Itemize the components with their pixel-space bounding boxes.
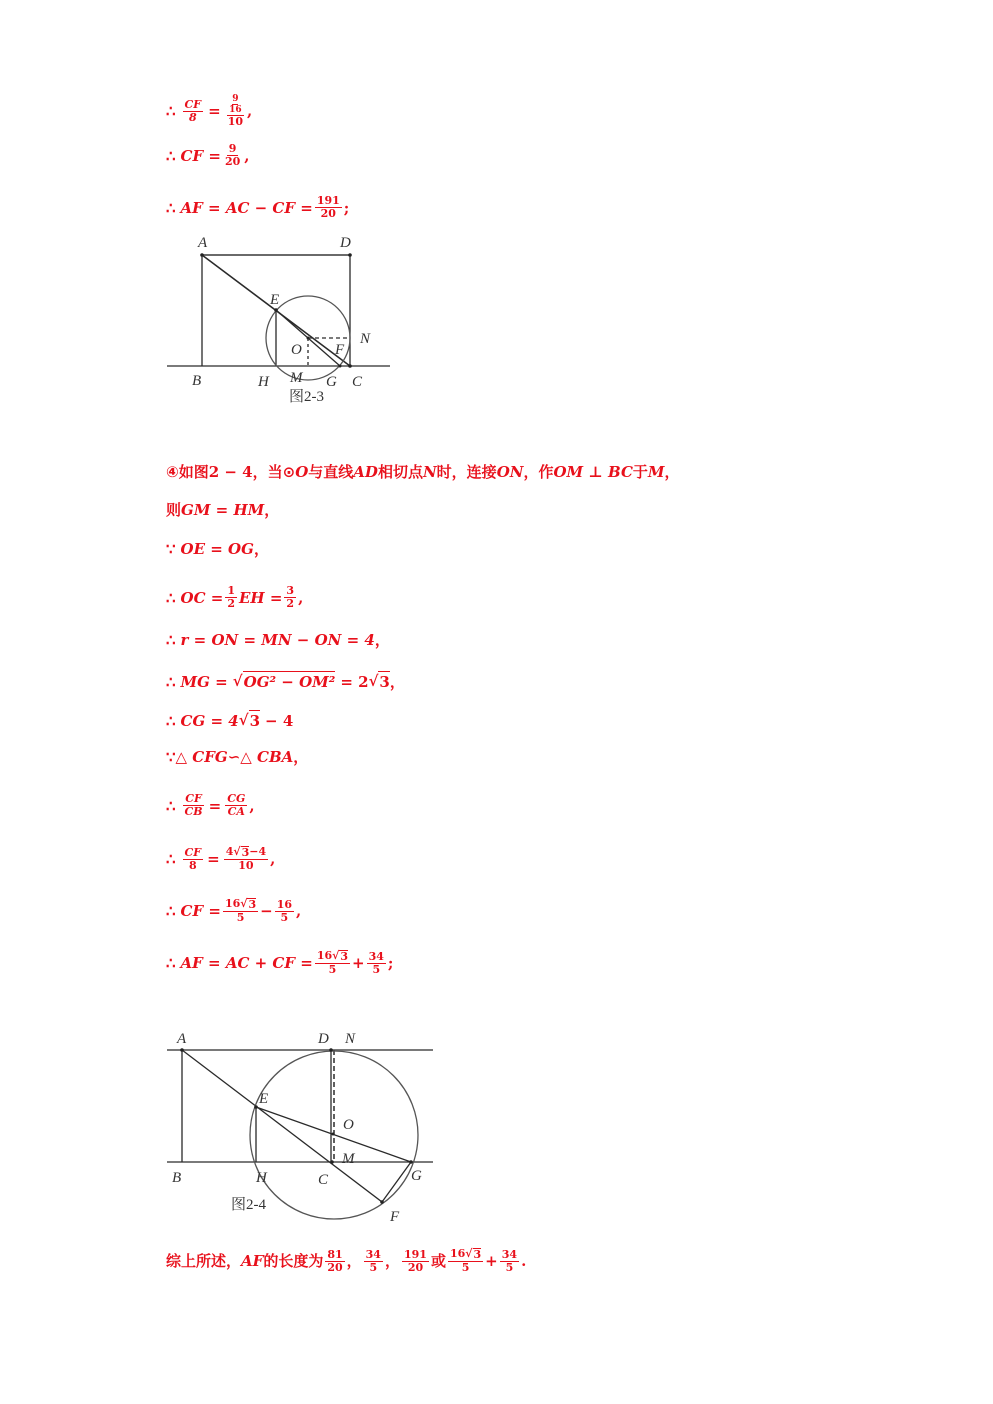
svg-text:G: G — [411, 1168, 422, 1184]
svg-text:M: M — [342, 1151, 355, 1167]
equation-oe-og: ∵ OE = OG ， — [166, 540, 269, 558]
svg-text:H: H — [258, 374, 269, 390]
case-4-intro: ④ 如图 2 − 4 ，当⊙ O 与直线 AD 相切点 N 时，连接 ON ，作 OM ⊥ BC 于 M ， — [166, 463, 680, 481]
svg-text:O: O — [343, 1117, 354, 1133]
svg-text:D: D — [340, 235, 351, 251]
svg-text:D: D — [318, 1031, 329, 1047]
svg-text:E: E — [259, 1091, 269, 1107]
equation-ratio: ∴ $\frac{CF}{CB}$ = $\frac{CG}{CA}$ , — [166, 792, 255, 818]
svg-text:N: N — [360, 331, 371, 347]
svg-text:A: A — [177, 1031, 187, 1047]
svg-text:O: O — [291, 342, 302, 358]
equation-cg: ∴ CG = 4 √ 3 − 4 — [166, 711, 294, 730]
equation-mg: ∴ MG = √ OG² − OM² = 2 √ 3 ， — [166, 672, 405, 691]
equation-radius: ∴ r = ON = MN − ON = 4 ， — [166, 631, 390, 649]
nested-fraction: 9 16 10 — [227, 94, 244, 128]
similar-triangles: ∵ △ CFG∽△ CBA ， — [166, 748, 309, 766]
fraction: $\frac{9}{20}$ — [224, 142, 241, 168]
svg-text:F: F — [390, 1209, 400, 1225]
svg-text:F: F — [335, 342, 345, 358]
summary-conclusion: 综上所述， AF 的长度为 $\frac{81}{20}$ ， $\frac{34}{5}$ ， $\frac{191}{20}$ 或 16 √ 3 5 + $\frac{34}{5}$ . — [166, 1247, 527, 1274]
svg-text:N: N — [345, 1031, 356, 1047]
svg-text:G: G — [326, 374, 337, 390]
svg-text:B: B — [192, 373, 202, 389]
equation-gm-hm: 则 GM = HM ， — [166, 501, 280, 519]
equation-af-value: ∴ AF = AC − CF = $\frac{191}{20}$ ; — [166, 194, 350, 220]
svg-text:B: B — [172, 1170, 182, 1186]
svg-text:图2-3: 图2-3 — [289, 389, 324, 405]
svg-text:E: E — [270, 292, 280, 308]
equation-oc: ∴ OC = $\frac{1}{2}$ EH = $\frac{3}{2}$ , — [166, 584, 304, 610]
fraction: $\frac{191}{20}$ — [316, 194, 340, 220]
svg-text:H: H — [256, 1170, 267, 1186]
fraction: $\frac{CF}{8}$ — [184, 97, 202, 124]
svg-text:C: C — [352, 374, 363, 390]
svg-text:M: M — [290, 370, 303, 386]
svg-text:A: A — [198, 235, 208, 251]
therefore-symbol: ∴ — [166, 102, 176, 120]
equation-cf-result: ∴ CF = 16 √ 3 5 − $\frac{16}{5}$ , — [166, 897, 302, 924]
svg-text:C: C — [318, 1172, 329, 1188]
equation-af-result: ∴ AF = AC + CF = 16 √ 3 5 + $\frac{34}{5}$ ; — [166, 949, 394, 976]
equation-cf-ratio: ∴ $\frac{CF}{8}$ = 9 16 10 , — [166, 94, 253, 128]
equation-substitute: ∴ $\frac{CF}{8}$ = 4 √ 3 −4 10 , — [166, 845, 276, 872]
equation-cf-value: ∴ CF = $\frac{9}{20}$ , — [166, 142, 250, 168]
svg-text:图2-4: 图2-4 — [231, 1197, 266, 1213]
